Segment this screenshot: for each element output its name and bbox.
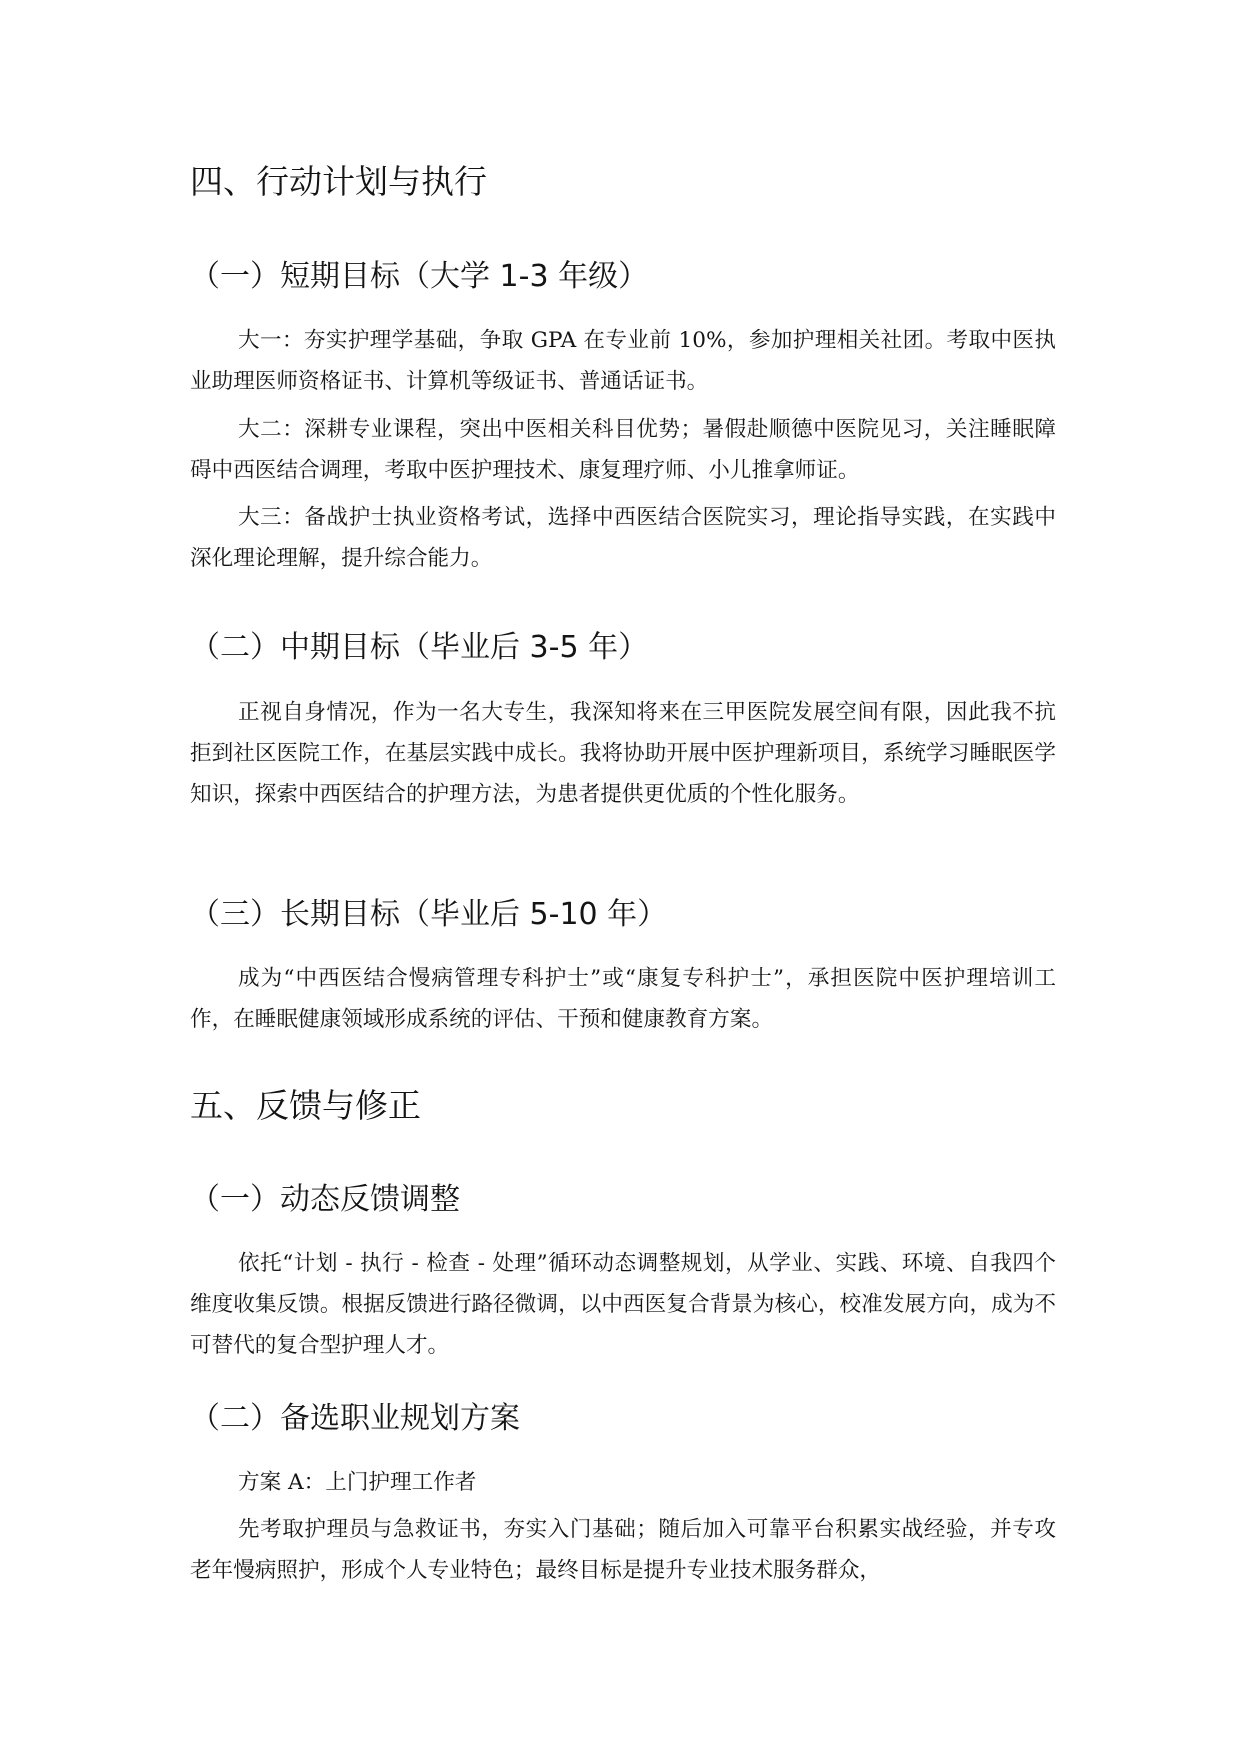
dynamic-feedback-heading: （一）动态反馈调整 xyxy=(190,1182,460,1217)
short-term-goal-heading: （一）短期目标（大学 1-3 年级） xyxy=(190,259,649,294)
plan-a-paragraph: 先考取护理员与急救证书，夯实入门基础；随后加入可靠平台积累实战经验，并专攻老年慢病照护，形成个人专业特色；最终目标是提升专业技术服务群众， xyxy=(190,1517,1056,1583)
mid-term-goal-heading: （二）中期目标（毕业后 3-5 年） xyxy=(190,630,649,665)
long-term-paragraph: 成为“中西医结合慢病管理专科护士”或“康复专科护士”，承担医院中医护理培训工作，在睡眠健康领域形成系统的评估、干预和健康教育方案。 xyxy=(190,966,1056,1032)
year-2-paragraph: 大二：深耕专业课程，突出中医相关科目优势；暑假赴顺德中医院见习，关注睡眠障碍中西医结合调理，考取中医护理技术、康复理疗师、小儿推拿师证。 xyxy=(190,417,1056,483)
mid-term-paragraph: 正视自身情况，作为一名大专生，我深知将来在三甲医院发展空间有限，因此我不抗拒到社区医院工作，在基层实践中成长。我将协助开展中医护理新项目，系统学习睡眠医学知识，探索中西医结合的护理方法，为患者提供更优质的个性化服务。 xyxy=(190,700,1056,807)
plan-a-label: 方案 A：上门护理工作者 xyxy=(238,1470,477,1495)
year-1-paragraph: 大一：夯实护理学基础，争取 GPA 在专业前 10%，参加护理相关社团。考取中医执业助理医师资格证书、计算机等级证书、普通话证书。 xyxy=(190,328,1056,394)
section-5-heading: 五、反馈与修正 xyxy=(190,1086,421,1125)
section-4-heading: 四、行动计划与执行 xyxy=(190,162,487,201)
long-term-goal-heading: （三）长期目标（毕业后 5-10 年） xyxy=(190,897,668,932)
alternative-plan-heading: （二）备选职业规划方案 xyxy=(190,1401,520,1436)
year-3-paragraph: 大三：备战护士执业资格考试，选择中西医结合医院实习，理论指导实践，在实践中深化理论理解，提升综合能力。 xyxy=(190,505,1056,571)
dynamic-feedback-paragraph: 依托“计划 - 执行 - 检查 - 处理”循环动态调整规划，从学业、实践、环境、自我四个维度收集反馈。根据反馈进行路径微调，以中西医复合背景为核心，校准发展方向，成为不可替代的复合型护理人才。 xyxy=(190,1251,1056,1358)
